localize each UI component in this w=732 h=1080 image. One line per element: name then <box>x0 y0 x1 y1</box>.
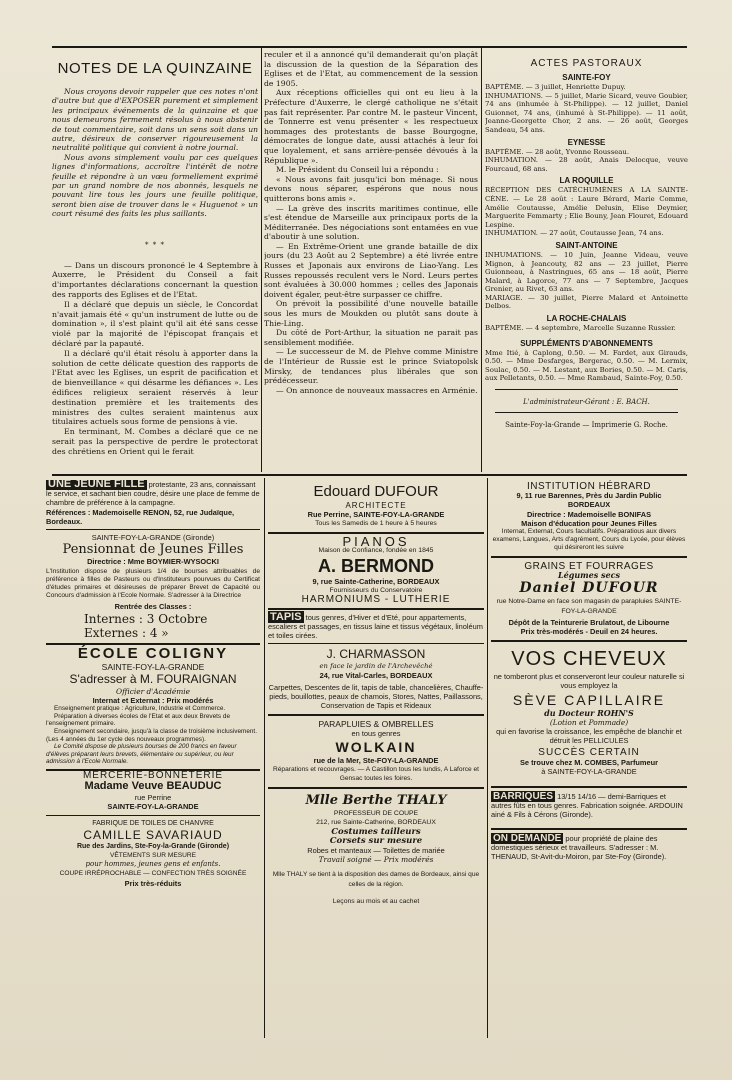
article-paragraph: — Dans un discours prononcé le 4 Septembre à Auxerre, le Président du Conseil a fait d'importantes déclarations concernant la question des rapports des Eglises et de l'Etat. <box>52 260 258 300</box>
ad-title: Pensionnat de Jeunes Filles <box>62 542 244 558</box>
ad-text: protestante, 23 ans, connaissant le service, et sachant bien coudre, désire une place de femme de chambre de préférence à la campagne. <box>46 480 260 508</box>
article-paragraph: Du côté de Port-Arthur, la situation ne parait pas sensiblement modifiée. <box>264 328 478 347</box>
article-paragraph: reculer et il a annoncé qu'il demanderait qu'on plaçât la discussion de la question de la Séparation des Eglises et de l'Etat, au commencement de la session de 1905. <box>264 50 478 88</box>
ad-column-rule-1 <box>264 478 265 1038</box>
ads-right-column <box>491 480 687 1040</box>
ad-text: 13/15 14/16 — demi-Barriques et autres fûts en tous genres. Fabrication soignée. ARDOUIN ainé & Fils à Cérons (Gironde). <box>491 792 683 820</box>
ad-name: WOLKAIN <box>335 738 417 755</box>
entry: BAPTÊME. — 4 septembre, Marcelle Suzanne Russier. <box>485 324 676 333</box>
ad-success: SUCCÈS CERTAIN <box>538 747 640 759</box>
ad-place: SAINTE-FOY-LA-GRANDE <box>101 661 205 672</box>
entry: RÉCEPTION DES CATÉCHUMÈNES A LA SAINTE-CÈNE. — Le 28 août : Laure Bérard, Marie Comme, Amélie Coutausse, Amélie Delusin, Elise Deymier, Marguerite Femmarty ; Elie Bouny, Jean Flouret, Edouard Lespine. <box>485 186 688 229</box>
printer: Sainte-Foy-la-Grande — Imprimerie G. Roche. <box>505 421 668 430</box>
continued-column <box>264 50 478 470</box>
article-paragraph: En terminant, M. Combes a déclaré que ce ne serait pas la perspective de perdre le protectorat des chrétiens en Orient qui le ferait <box>52 427 258 456</box>
entry: BAPTÊME. — 28 août, Yvonne Rousseau. <box>485 147 630 156</box>
ad-address: 9, rue Sainte-Catherine, BORDEAUX <box>312 577 440 587</box>
supplements-text: Mme Itié, à Caplong, 0.50. — M. Fardet, aux Girauds, 0.50. — Mme Desfarges, Bergerac, 0.50. — M. Lermix, Soulac, 0.50. — M. Lestant, aux Bories, 0.50. — M. Caris, aux Pelletants, 0.50. — Mme Rambaud, Sainte-Foy, 0.50. <box>485 348 688 383</box>
ad-text: Dépôt de la Teinturerie Brulatout, de Libourne <box>508 617 670 627</box>
ad-city: à SAINTE-FOY-LA-GRANDE <box>541 766 637 776</box>
entry: MARIAGE. — 30 juillet, Pierre Malard et Antoinette Delbos. <box>485 293 688 311</box>
notes-column <box>52 50 258 470</box>
ad-text: Costumes tailleurs <box>331 826 421 837</box>
ad-role: PROFESSEUR DE COUPE <box>333 810 419 818</box>
ad-text: Réparations et recouvrages. — A Castillon tous les lundis, A Laforce et Gensac toutes les foires. <box>273 765 479 783</box>
ad-seller: Se trouve chez M. COMBES, Parfumeur <box>520 757 658 767</box>
ad-thaly <box>268 793 484 906</box>
ad-text: ne tomberont plus et conserveront leur couleur naturelle si vous employez la <box>493 672 685 691</box>
column-rule-1 <box>261 48 262 472</box>
pastoral-column <box>485 50 688 470</box>
supplements-title: SUPPLÉMENTS D'ABONNEMENTS <box>520 338 653 348</box>
ad-text: Fournisseurs du Conservatoire <box>329 587 423 595</box>
ad-sub: en tous genres <box>351 729 401 739</box>
ad-street: rue Perrine <box>134 793 172 803</box>
middle-rule <box>52 474 687 476</box>
ad-title: ÉCOLE COLIGNY <box>77 644 229 662</box>
ad-address: Rue Perrine, SAINTE-FOY-LA-GRANDE <box>307 510 445 520</box>
ad-name: Madame Veuve BEAUDUC <box>84 780 222 793</box>
ad-savariaud <box>46 819 260 888</box>
intro-paragraph: Nous avons simplement voulu par ces quelques lignes d'informations, accroître l'intérêt de notre feuille et répondre à un vœu formellement exprimé par un grand nombre de nos abonnés, lesquels ne pouvant lire tous les jours une feuille politique, seront bien aise de trouver dans le « Huguenot » un court résumé des faits les plus saillants. <box>52 152 258 219</box>
article-paragraph: — En Extrême-Orient une grande bataille de dix jours (du 23 Août au 2 Septembre) a été livrée entre Russes et Japonais aux environs de Liao-Yang. Les Russes repoussés reculent vers le Nord. Leurs pertes sont évaluées à 30.000 hommes ; celles des Japonais doivent égaler, peut-être surpasser ce chiffre. <box>264 241 478 299</box>
ad-name: J. CHARMASSON <box>326 647 426 662</box>
ad-headline: TAPIS <box>270 610 302 623</box>
entry: INHUMATIONS. — 5 juillet, Marie Sicard, veuve Goubier, 74 ans (inhumée à St-Philippe). — 12 juillet, Daniel Guionnet, 74 ans, (inhumé à St-Philippe). — 11 août, Jeanne-Georgette Chor, 2 ans. — 26 août, Georges Sandeau, 54 ans. <box>485 91 688 134</box>
ad-name: A. BERMOND <box>318 556 434 577</box>
ad-parapluies <box>268 720 484 783</box>
divider <box>268 714 484 716</box>
ad-externes: Externes : 4 » <box>84 625 169 640</box>
ad-grains <box>491 562 687 636</box>
ad-role: ARCHITECTE <box>345 501 407 510</box>
ad-mercerie <box>46 771 260 812</box>
ad-headline: PIANOS <box>342 533 410 549</box>
ad-cheveux <box>491 646 687 776</box>
ad-text: Robes et manteaux — Toilettes de mariée <box>307 846 445 856</box>
section-place: SAINTE-FOY <box>562 73 611 82</box>
article-paragraph: — On annonce de nouveaux massacres en Arménie. <box>276 385 478 395</box>
ad-role: Officier d'Académie <box>116 686 190 696</box>
article-paragraph: — Le successeur de M. de Plehve comme Ministre de l'Intérieur de Russie est le prince Sviatopolsk Mirsky, de tendances plus libérales que son prédécesseur. <box>264 347 478 386</box>
ad-doctor: du Docteur ROHN'S <box>544 707 634 718</box>
ad-ecole-coligny <box>46 645 260 766</box>
section-place: LA ROCHE-CHALAIS <box>546 314 627 324</box>
divider <box>46 529 260 530</box>
entry: INHUMATIONS. — 10 Juin, Jeanne Videau, veuve Mignon, à Jeancouty, 82 ans — 23 juillet, Pierre Guionneau, à Nastringues, 65 ans — 18 août, Pierre Malard, à Lagorce, 77 ans — 7 Septembre, Jacques Grenier, au Rivet, 63 ans. <box>485 250 688 294</box>
ad-tapis <box>268 610 484 711</box>
divider <box>268 643 484 644</box>
ad-name: SÈVE CAPILLAIRE <box>512 691 666 708</box>
ad-footer: Leçons au mois et au cachet <box>332 897 420 905</box>
article-paragraph: Il a déclaré que depuis un siècle, le Concordat n'avait jamais été « qu'un instrument de lutte ou de domination », il s'est plaint qu'il ait été sans cesse violé par la majorité de l'épiscopat français et déclaré par la papauté. <box>52 299 258 349</box>
ad-text: VÊTEMENTS SUR MESURE <box>109 852 197 859</box>
ad-city: SAINTE-FOY-LA-GRANDE <box>107 802 199 812</box>
divider <box>495 389 678 390</box>
pastoral-section <box>485 138 688 174</box>
section-place: LA ROQUILLE <box>559 176 614 186</box>
ad-sub: Maison de Confiance, fondée en 1845 <box>318 546 434 554</box>
ad-headline: FABRIQUE DE TOILES DE CHANVRE <box>92 819 214 827</box>
divider <box>268 787 484 789</box>
pastoral-section <box>485 241 688 311</box>
ad-headline: ON DEMANDE <box>493 832 562 844</box>
ad-sub: en face le jardin de l'Archevêché <box>319 662 433 671</box>
ad-reference: Références : Mademoiselle RENON, 52, rue Judaïque, Bordeaux. <box>46 507 235 526</box>
entry: INHUMATION. — 27 août, Coutausse Jean, 74 ans. <box>485 229 664 238</box>
notes-title: NOTES DE LA QUINZAINE <box>57 60 253 77</box>
separator: * * * <box>145 240 165 249</box>
divider <box>46 815 260 816</box>
pastoral-section <box>485 73 688 135</box>
ad-hebrard <box>491 482 687 552</box>
top-rule <box>52 46 687 48</box>
ad-director: Directrice : Mme BOYMIER-WYSOCKI <box>87 557 219 567</box>
article-paragraph: On prévoit la possibilité d'une nouvelle bataille sous les murs de Moukden ou plutôt sans doute à Thie-Ling. <box>264 299 478 328</box>
ad-contact: S'adresser à M. FOURAIGNAN <box>69 671 237 686</box>
divider <box>491 786 687 788</box>
ad-footer: HARMONIUMS - LUTHERIE <box>301 594 451 606</box>
ad-headline: VOS CHEVEUX <box>511 648 667 671</box>
ad-text: COUPE IRRÉPROCHABLE — CONFECTION TRÈS SOIGNÉE <box>59 870 247 878</box>
section-place: SAINT-ANTOINE <box>555 240 618 250</box>
ad-text: qui en favorise la croissance, les empêche de blanchir et détruit les PELLICULES <box>496 727 682 746</box>
ad-place: SAINTE-FOY-LA-GRANDE (Gironde) <box>91 533 215 543</box>
section-place: EYNESSE <box>567 137 606 147</box>
pastoral-section <box>485 314 688 333</box>
article-paragraph: Aux réceptions officielles qui ont eu lieu à la Préfecture d'Auxerre, le clergé catholique ne s'était pas fait représenter. Par contre M. le pasteur Vincent, de Tonnerre est venu présenter « les respectueux hommages des protestants de basse Bourgogne, démocrates de longue date, aussi attachés à leur foi que loyalement, et sans arrière-pensée dévoués à la République ». <box>264 88 478 165</box>
ad-text: Internat, Externat, Cours facultatifs. Préparatious aux divers examens, Langues, Arts d'agrément, Cours du Lycée, pour élèves qui désireront les suivre <box>492 528 686 552</box>
ad-name: Daniel DUFOUR <box>519 580 659 597</box>
ad-address: 24, rue Vital-Carles, BORDEAUX <box>319 671 433 681</box>
ad-hours: Tous les Samedis de 1 heure à 5 heures <box>315 520 437 528</box>
ad-on-demande <box>491 834 687 862</box>
ad-internes: Internes : 3 Octobre <box>84 611 208 626</box>
ad-price: Prix très-modérés - Deuil en 24 heures. <box>520 627 658 637</box>
divider <box>491 828 687 830</box>
ad-name: INSTITUTION HÉBRARD <box>527 481 651 492</box>
ad-text: Enseignement secondaire, jusqu'à la classe de troisième inclusivement. (Les 4 années du 1er cycle des nouveaux programmes). <box>46 728 257 743</box>
ad-sub: Maison d'éducation pour Jeunes Filles <box>521 518 657 528</box>
ad-pensionnat <box>46 533 260 640</box>
ad-text: pour hommes, jeunes gens et enfants. <box>85 860 221 869</box>
ad-director: Directrice : Mademoiselle BONIFAS <box>526 509 652 519</box>
entry: BAPTÊME. — 3 juillet, Henriette Dupuy. <box>485 83 626 91</box>
ad-price: Prix très-réduits <box>124 878 182 888</box>
ad-barriques <box>491 792 687 820</box>
ad-headline: MERCERIE-BONNETERIE <box>82 769 224 781</box>
ad-text: Travail soigné — Prix modérés <box>318 855 434 865</box>
ad-headline: BARRIQUES <box>493 791 554 803</box>
ad-text: Enseignement pratique : Agriculture, Industrie et Commerce. <box>54 705 226 713</box>
ad-text: Corsets sur mesure <box>329 835 423 846</box>
ad-text: Carpettes, Descentes de lit, tapis de table, chancelières, Chauffe-pieds, bouillottes, peaux de chamois, Stores, Nattes, Paillassons, Conservation de Tapis et Rideaux <box>268 682 484 711</box>
ad-architecte <box>268 482 484 529</box>
divider <box>268 608 484 610</box>
article-paragraph: M. le Président du Conseil lui a répondu : <box>276 165 439 175</box>
intro-paragraph: Nous croyons devoir rappeler que ces notes n'ont d'autre but que d'EXPOSER purement et simplement les principaux événements de la quinzaine et que nous demeurons fermement résolus à nous abstenir de tout commentaire, soit dans un sens soit dans un autre, désireux de conserver rigoureusement la neutralité politique qui convient à notre journal. <box>52 87 258 153</box>
ad-headline: GRAINS ET FOURRAGES <box>524 561 654 573</box>
ad-headline: UNE JEUNE FILLE <box>48 480 145 490</box>
column-rule-2 <box>481 48 482 472</box>
ad-headline: PARAPLUIES & OMBRELLES <box>318 719 434 730</box>
entry: INHUMATION. — 28 août, Anais Delocque, veuve Fourcaud, 68 ans. <box>485 156 688 173</box>
ad-text: tous genres, d'Hiver et d'Eté, pour appartements, escaliers et passages, en tissus laine et tissus végétaux, linoléum et toiles cirées. <box>268 612 483 641</box>
ad-text: Préparation à diverses écoles de l'Etat et aux deux Brevets de l'enseignement primaire. <box>46 712 230 728</box>
ad-name: CAMILLE SAVARIAUD <box>83 827 223 842</box>
article-paragraph: « Nous avons fait jusqu'ici bon ménage. Si nous devons nous séparer, espérons que nous nous quitterons bons amis ». <box>264 174 478 203</box>
ads-left-column <box>46 480 260 1040</box>
divider <box>491 556 687 558</box>
ad-address: Rue des Jardins, Ste-Foy-la-Grande (Gironde) <box>76 842 230 850</box>
ad-address: rue de la Mer, Ste-FOY-LA-GRANDE <box>313 755 439 765</box>
article-paragraph: Il a déclaré qu'il était résolu à apporter dans la solution de cette délicate question des rapports de l'Etat avec les Eglises, un esprit de pacification et de bienveillance « qui désarme les défiances ». Les édifices religieux seraient réservés à leur destination première et les traitements des ministres des cultes seraient maintenus aux titulaires actuels sous forme de pensions à vie. <box>52 348 258 427</box>
ads-middle-column <box>268 480 484 1040</box>
ad-text: (Lotion et Pommade) <box>549 717 629 727</box>
pastoral-title: ACTES PASTORAUX <box>530 58 643 69</box>
ad-text: L'Institution dispose de plusieurs 1/4 de bourses attribuables de préférence à filles de Pasteurs ou d'Instituteurs pourvues du Certificat d'études primaires et désireuses de préparer Brevet de Capacité ou Concours d'admission à l'Ecole Normale. S'adresser à la Directrice <box>46 568 260 600</box>
ad-address: 9, 11 rue Barennes, Près du Jardin Public <box>516 491 662 501</box>
divider <box>491 640 687 642</box>
ad-rentree: Rentrée des Classes : <box>114 602 192 612</box>
ad-text: pour propriété de plaine des domestiques sérieux et travailleurs. S'adresser : M. THENAUD, St-Avit-du-Moiron, par Ste-Foy (Gironde). <box>491 833 667 862</box>
divider <box>495 412 678 413</box>
administrator: L'administrateur-Gérant : E. BACH. <box>523 398 650 407</box>
ad-sub: Internat et Externat : Prix modérés <box>92 696 214 706</box>
ad-sub: Légumes secs <box>558 570 620 581</box>
ad-column-rule-2 <box>487 478 488 1038</box>
ad-address: rue Notre-Dame en face son magasin de parapluies SAINTE-FOY-LA-GRANDE <box>496 598 682 615</box>
ad-name: Mlle Berthe THALY <box>305 793 447 809</box>
ad-jeune-fille <box>46 480 260 526</box>
ad-name: Edouard DUFOUR <box>313 483 439 500</box>
ad-pianos <box>268 533 484 606</box>
pastoral-section <box>485 176 688 238</box>
article-paragraph: — La grève des inscrits maritimes continue, elle s'est étendue de Marseille aux principaux ports de la Méditerranée. Des négociations sont entamées en vue d'aboutir à une solution. <box>264 203 478 242</box>
ad-address: 212, rue Sainte-Catherine, BORDEAUX <box>316 819 436 827</box>
ad-text: Le Comité dispose de plusieurs bourses de 200 francs en faveur d'élèves préparant leurs brevets, élémentaire ou supérieur, ou leur admission à l'Ecole Normale. <box>46 743 237 766</box>
ad-text: Mlle THALY se tient à la disposition des dames de Bordeaux, ainsi que celles de la région. <box>272 871 480 888</box>
ad-city: BORDEAUX <box>567 500 611 510</box>
